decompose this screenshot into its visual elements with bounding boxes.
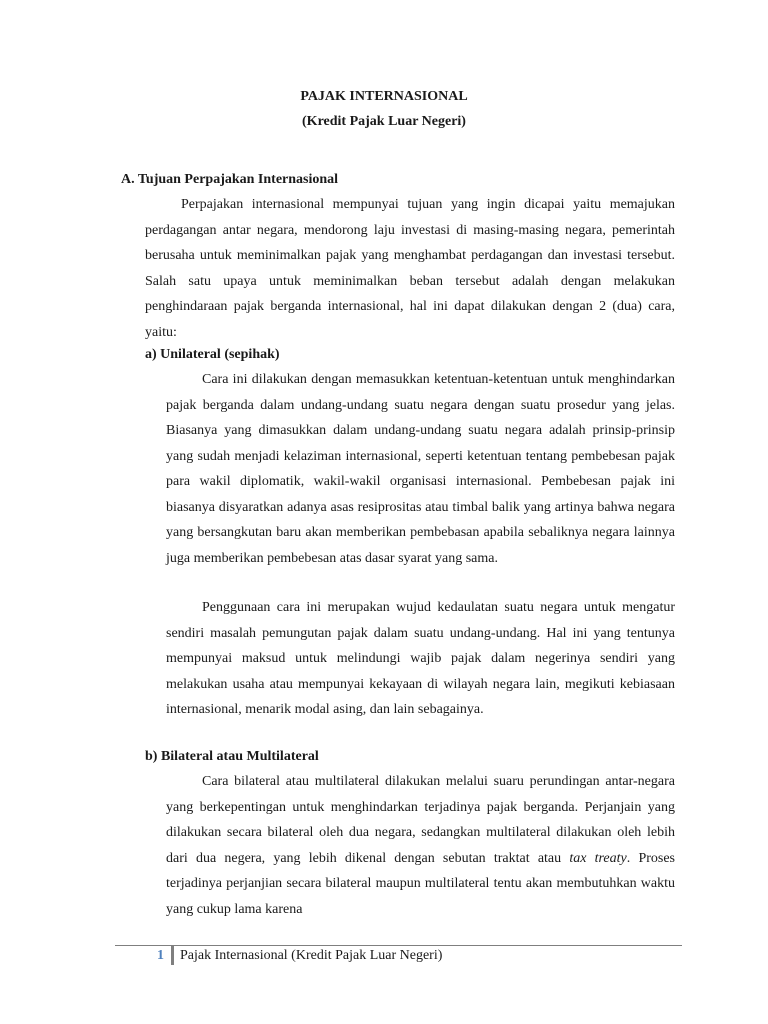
sub-a-paragraph-2: Penggunaan cara ini merupakan wujud kedaulatan suatu negara untuk mengatur sendiri masalah pemungutan pajak dalam suatu undang-undang. Hal ini yang tentunya mempunyai maksud untuk melindungi wajib pajak dalam negerinya sendiri yang melakukan usaha atau mempunyai kekayaan di wilayah negara lain, megikuti kebiasaan internasional, menarik modal asing, dan lain sebagainya. <box>166 600 675 717</box>
sub-a-paragraph-1: Cara ini dilakukan dengan memasukkan ketentuan-ketentuan untuk menghindarkan pajak berganda dalam undang-undang suatu negara dengan suatu prosedur yang jelas. Biasanya yang dimasukkan dalam undang-undang suatu negara adalah prinsip-prinsip yang sudah menjadi kelaziman internasional, seperti ketentuan tentang pembebesan pajak para wakil diplomatik, wakil-wakil organisasi internasional. Pembebesan pajak ini biasanya disyaratkan adanya asas resiprositas atau timbal balik yang artinya bahwa negara yang bersangkutan baru akan memberikan pembebasan apabila sebaliknya negara lainnya juga memberikan pembebesan atas dasar syarat yang sama. <box>166 372 675 566</box>
footer-title: Pajak Internasional (Kredit Pajak Luar Negeri) <box>180 948 443 963</box>
sub-b-paragraph-start: Cara bilateral atau multilateral dilakukan melalui suaru perundingan antar-negara yang berkepentingan untuk menghindarkan terjadinya pajak berganda. Perjanjain yang dilakukan secara bilateral oleh dua negara, sedangkan multilateral dilakukan oleh lebih dari dua negera, yang lebih dikenal dengan sebutan traktat atau <box>166 774 675 866</box>
document-subtitle: (Kredit Pajak Luar Negeri) <box>302 114 466 129</box>
sub-b-paragraph <box>166 769 675 922</box>
sub-b-paragraph-end: . Proses terjadinya perjanjian secara bilateral maupun multilateral tentu akan membutuhkan waktu yang cukup lama karena <box>166 850 676 917</box>
footer-page-number: 1 <box>157 948 164 963</box>
sub-b-heading: b) Bilateral atau Multilateral <box>145 749 319 764</box>
section-a-heading: A. Tujuan Perpajakan Internasional <box>121 172 339 187</box>
tax-treaty-term: tax treaty <box>569 850 627 866</box>
footer-divider <box>115 945 682 946</box>
sub-a-heading: a) Unilateral (sepihak) <box>145 347 280 362</box>
document-title: PAJAK INTERNASIONAL <box>300 89 468 104</box>
section-a-paragraph: Perpajakan internasional mempunyai tujuan yang ingin dicapai yaitu memajukan perdagangan antar negara, mendorong laju investasi di masing-masing negara, pemerintah berusaha untuk meminimalkan pajak yang menghambat perdagangan dan investasi tersebut. Salah satu upaya untuk meminimalkan beban tersebut adalah dengan melakukan penghindaraan pajak berganda internasional, hal ini dapat dilakukan dengan 2 (dua) cara, yaitu: <box>145 197 675 340</box>
footer-separator <box>171 946 174 965</box>
